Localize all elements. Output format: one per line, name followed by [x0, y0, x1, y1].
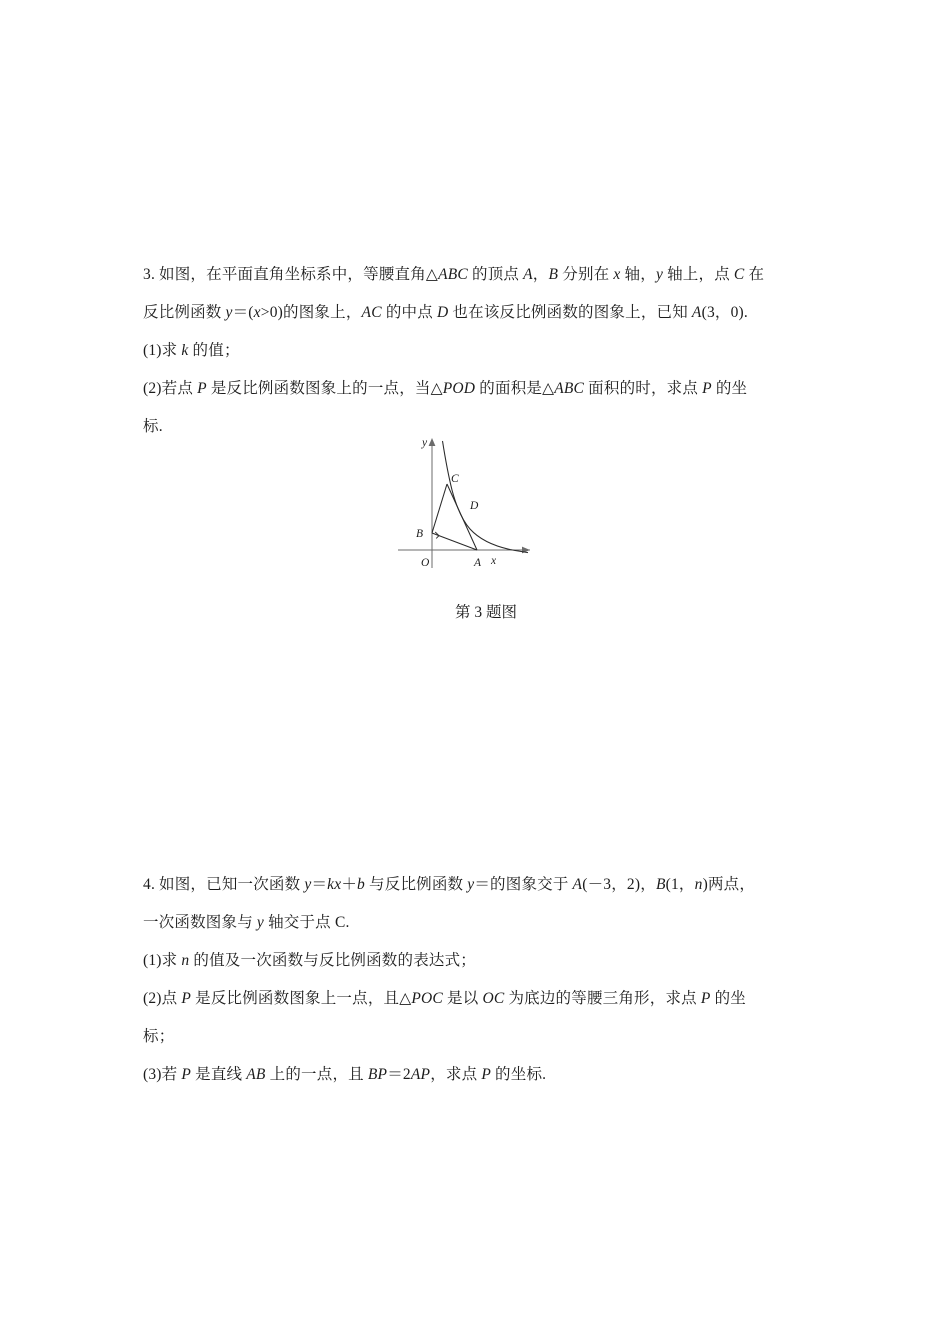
figure-label-y: y — [422, 437, 428, 449]
problem-4-line-3: (1)求 n 的值及一次函数与反比例函数的表达式； — [143, 952, 477, 969]
figure-label-c: C — [451, 473, 459, 485]
problem-4-line-2: 一次函数图象与 y 轴交于点 C. — [143, 914, 350, 931]
figure-label-origin: O — [421, 557, 430, 569]
problem-3-figure — [390, 430, 590, 590]
figure-label-a: A — [474, 557, 482, 569]
problem-3-line-5: 标. — [143, 418, 163, 435]
problem-4-body — [143, 866, 821, 1094]
problem-4-line-5: 标； — [143, 1028, 175, 1045]
problem-3-line-2: 反比例函数 y＝(x>0)的图象上，AC 的中点 D 也在该反比例函数的图象上，已知 A(3，0). — [143, 304, 748, 321]
figure-label-d: D — [470, 500, 479, 512]
problem-3-line-3: (1)求 k 的值； — [143, 342, 240, 359]
figure-label-b: B — [416, 528, 424, 540]
problem-4-line-4: (2)点 P 是反比例函数图象上一点，且△POC 是以 OC 为底边的等腰三角形，求点 P 的坐 — [143, 990, 747, 1007]
problem-3-line-1: 3. 如图，在平面直角坐标系中，等腰直角△ABC 的顶点 A，B 分别在 x 轴，y 轴上，点 C 在 — [143, 266, 765, 283]
problem-3-line-4: (2)若点 P 是反比例函数图象上的一点，当△POD 的面积是△ABC 面积的时，求点 P 的坐 — [143, 380, 748, 397]
figure-caption-text: 第 3 题图 — [454, 604, 517, 621]
triangle-abc — [432, 484, 477, 550]
problem-4-line-1: 4. 如图，已知一次函数 y＝kx＋b 与反比例函数 y＝的图象交于 A(－3，2)，B(1，n)两点， — [143, 876, 756, 893]
hyperbola-curve — [443, 441, 529, 553]
figure-label-x: x — [491, 555, 497, 567]
problem-3-body — [143, 256, 821, 446]
problem-4-line-6: (3)若 P 是直线 AB 上的一点，且 BP＝2AP，求点 P 的坐标. — [143, 1066, 547, 1083]
y-axis-arrow — [429, 438, 436, 446]
problem-3-figure-caption — [0, 600, 950, 622]
